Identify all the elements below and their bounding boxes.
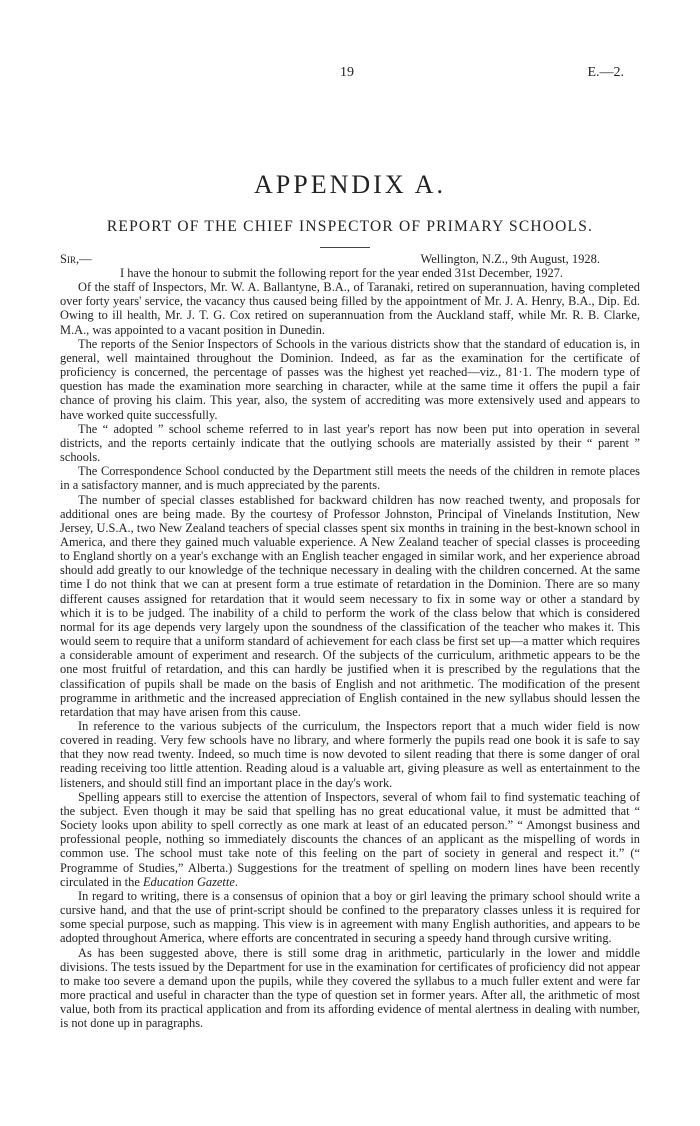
page-header (0, 65, 700, 85)
report-body (60, 266, 640, 1030)
report-title: REPORT OF THE CHIEF INSPECTOR OF PRIMARY SCHOOLS. (106, 218, 594, 235)
paragraph-standards: The reports of the Senior Inspectors of Schools in the various districts show that the standard of education is, in general, well maintained throughout the Dominion. Indeed, as far as the examination for the certificate of proficiency is concerned, the percentage of passes was the highest yet reached—viz., 81·1. The modern type of question has made the examination more searching in character, while at the same time it offers the pupil a fair chance of proving his claim. This year, also, the system of accrediting was more extensively used and appears to have worked quite successfully. (60, 336, 640, 422)
spelling-text: Spelling appears still to exercise the attention of Inspectors, several of whom fail to find systematic teaching of the subject. Even though it may be said that spelling has no great educational value, it must be admitted that “ Society looks upon ability to spell correctly as one mark at least of an educated person.” “ Amongst business and professional people, nothing so immediately discounts the chances of an applicant as the mispelling of words in common use. The school must take note of this feeling on the part of society in general and respect it.” (“ Programme of Studies,” Alberta.) Suggestions for the treatment of spelling on modern lines have been recently circulated in the (60, 789, 640, 889)
document-reference: E.—2. (587, 65, 624, 80)
paragraph-special-classes: The number of special classes established for backward children has now reached twenty, and proposals for additional ones are being made. By the courtesy of Professor Johnston, Principal of Vinelands Institution, New Jersey, U.S.A., two New Zealand teachers of special classes spent six months in training in the best-known school in America, and there they gained much valuable experience. A New Zealand teacher of special classes is proceeding to England shortly on a year's exchange with an English teacher engaged in similar work, and her experience abroad should add greatly to our knowledge of the technique necessary in dealing with the children concerned. At the same time I do not think that we can at present form a true estimate of retardation in the Dominion. There are so many different causes assigned for retardation that it would seem necessary to fix in some way or other a standard by which it is to be judged. The inability of a child to perform the work of the class below that which is considered normal for its age depends very largely upon the soundness of the classification of the teacher who makes it. This would seem to require that a uniform standard of achievement for each class be first set up—a matter which requires a considerable amount of experiment and research. Of the subjects of the curriculum, arithmetic appears to be the one most fruitful of retardation, and this can hardly be justified when it is prescribed by the regulations that the classification of pupils shall be made on the basis of English and not arithmetic. The modification of the present programme in arithmetic and the increased appreciation of English contained in the new syllabus should lessen the retardation that may have arisen from this cause. (60, 492, 640, 719)
paragraph-intro: I have the honour to submit the following report for the year ended 31st December, 1927. (120, 266, 564, 280)
paragraph-staff: Of the staff of Inspectors, Mr. W. A. Ballantyne, B.A., of Taranaki, retired on superannuation, having completed over forty years' service, the vacancy thus caused being filled by the appointment of Mr. J. A. Henry, B.A., Dip. Ed. Owing to ill health, Mr. J. T. G. Cox retired on superannuation from the Auckland staff, while Mr. R. B. Clarke, M.A., was appointed to a vacant position in Dunedin. (60, 280, 640, 337)
title-divider (320, 247, 370, 248)
paragraph-spelling (60, 790, 640, 889)
paragraph-writing: In regard to writing, there is a consensus of opinion that a boy or girl leaving the primary school should write a cursive hand, and that the use of print-script should be confined to the preparatory classes unless it is required for some special purpose, such as mapping. This view is in agreement with many English authorities, and appears to be adopted throughout America, where efforts are concentrated in securing a speedy hand through cursive writing. (60, 888, 640, 946)
paragraph-correspondence-school: The Correspondence School conducted by the Department still meets the needs of the children in remote places in a satisfactory manner, and is much appreciated by the parents. (60, 464, 640, 493)
paragraph-adopted-schools: The “ adopted ” school scheme referred to in last year's report has now been put into operation in several districts, and the reports certainly indicate that the outlying schools are materially assisted by their “ parent ” schools. (60, 421, 640, 465)
dateline: Wellington, N.Z., 9th August, 1928. (420, 252, 600, 266)
page-number: 19 (340, 65, 354, 80)
salutation: Sir,— (60, 252, 92, 266)
paragraph-arithmetic: As has been suggested above, there is still some drag in arithmetic, particularly in the lower and middle divisions. The tests issued by the Department for use in the examination for certificates of proficiency did not appear to make too severe a demand upon the pupils, while they covered the syllabus to a much fuller extent and were far more practical and useful in character than the type of question set in former years. After all, the arithmetic of most value, both from its practical application and from its affording evidence of mental alertness in dealing with number, is not done up in paragraphs. (60, 945, 640, 1031)
paragraph-reading: In reference to the various subjects of the curriculum, the Inspectors report that a much wider field is now covered in reading. Very few schools have no library, and where formerly the pupils read one book it is safe to say that they now read twenty. Indeed, so much time is now devoted to silent reading that there is some danger of oral reading receiving too little attention. Reading aloud is a valuable art, giving pleasure as well as entertainment to the listeners, and should still find an important place in the day's work. (60, 719, 640, 790)
spelling-end: . (234, 874, 238, 889)
gazette-title: Education Gazette (142, 874, 235, 889)
appendix-title: APPENDIX A. (254, 170, 446, 199)
